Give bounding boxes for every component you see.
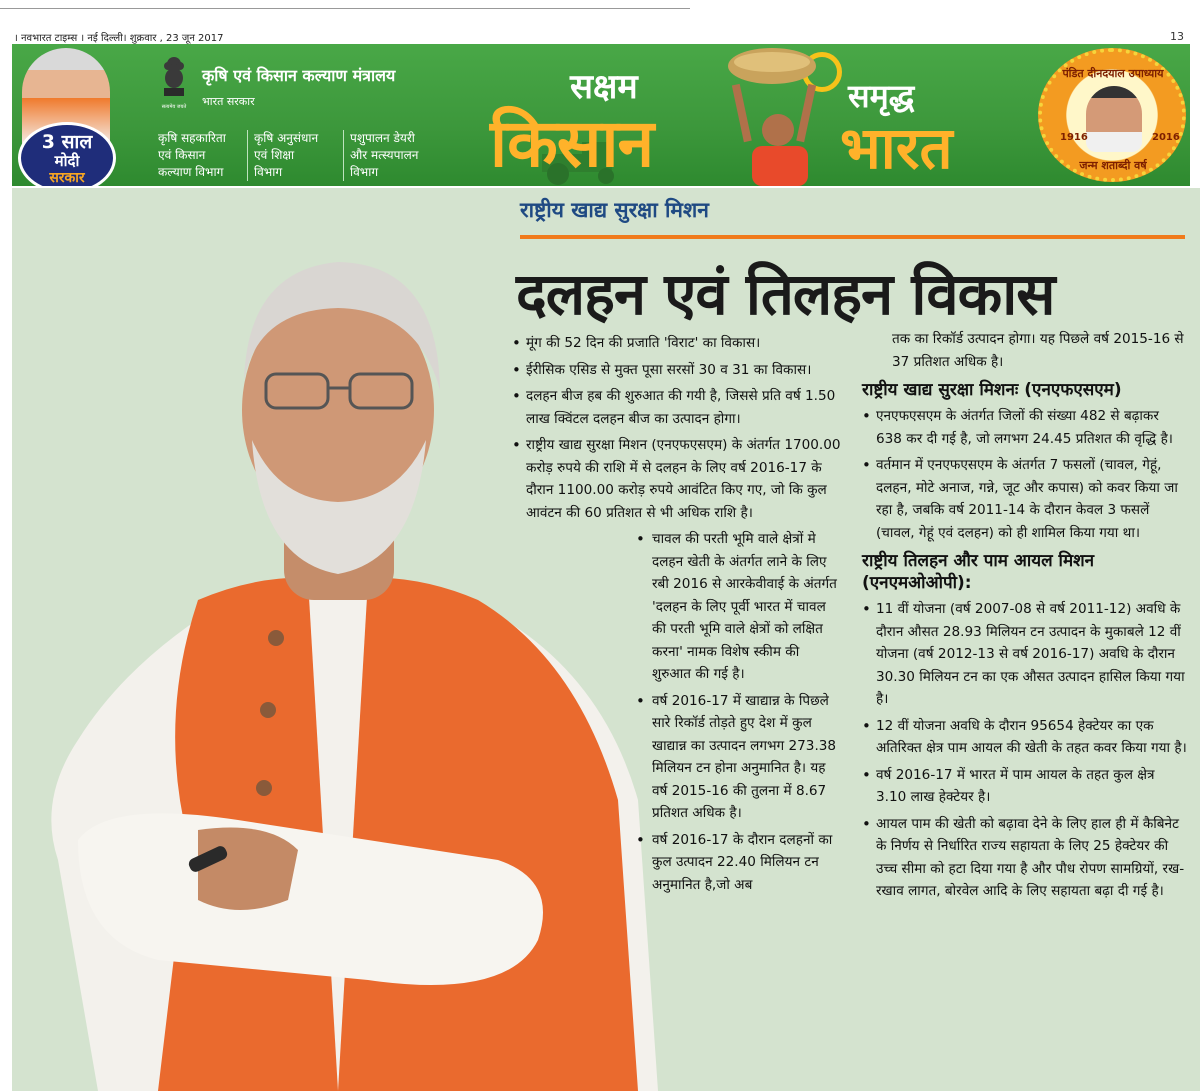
bullet-list [512,332,842,524]
section-label: राष्ट्रीय खाद्य सुरक्षा मिशन [520,198,709,222]
article-column-1 [512,332,842,900]
seal-top-text: पंडित दीनदयाल उपाध्याय [1062,67,1164,80]
advertisement-banner [12,44,1190,186]
article-column-2 [862,328,1188,907]
department-line: और मत्स्यपालन [350,148,419,162]
portrait-icon [1086,86,1142,152]
slogan-word-3: समृद्ध [848,77,915,115]
list-item: • राष्ट्रीय खाद्य सुरक्षा मिशन (एनएफएसएम) के अंतर्गत 1700.00 करोड़ रुपये की राशि में से दलहन के लिए वर्ष 2016-17 के दौरान 1100.00 करोड़ रुपये आवंटित किए गए, जो कि कुल आवंटन की 60 प्रतिशत से भी अधिक राशि है। [512,434,842,524]
slogan-word-1: सक्षम [570,67,638,107]
seal-year-end: 2016 [1152,132,1180,143]
list-item: • ईरीसिक एसिड से मुक्त पूसा सरसों 30 व 31 का विकास। [512,359,842,382]
emblem-caption: सत्यमेव जयते [161,104,187,110]
left-margin [0,188,12,1091]
bullet-list [862,598,1188,903]
department-line: पशुपालन डेयरी [350,131,415,145]
top-rule [0,8,690,9]
department-line: कृषि सहकारिता [158,131,226,145]
ministry-subtitle: भारत सरकार [202,95,255,108]
department-line: एवं शिक्षा [254,148,295,162]
department-list [152,130,468,181]
ministry-title: कृषि एवं किसान कल्याण मंत्रालय [202,66,396,85]
department-line: विभाग [350,165,379,179]
list-item: • दलहन बीज हब की शुरुआत की गयी है, जिससे प्रति वर्ष 1.50 लाख क्विंटल दलहन बीज का उत्पादन होगा। [512,385,842,430]
dateline: । नवभारत टाइम्स । नई दिल्ली। शुक्रवार , 23 जून 2017 [14,33,224,44]
department-item [152,130,248,181]
bullet-list [862,405,1188,544]
department-line: कल्याण विभाग [158,165,224,179]
section-divider [520,235,1185,239]
list-item: • वर्तमान में एनएफएसएम के अंतर्गत 7 फसलों (चावल, गेहूं, दलहन, मोटे अनाज, गन्ने, जूट और कपास) को कवर किया जा रहा है, जबकि वर्ष 2011-14 के दौरान केवल 3 फसलें (चावल, गेहूं एवं दलहन) को ही शामिल किया गया था। [862,454,1188,544]
slogan-word-2: किसान [490,105,654,182]
nfsm-heading: राष्ट्रीय खाद्य सुरक्षा मिशनः (एनएफएसएम) [862,380,1122,400]
department-line: विभाग [254,165,283,179]
badge-line-2: मोदी [54,152,80,170]
centenary-seal [1030,48,1190,182]
department-line: एवं किसान [158,148,206,162]
department-line: कृषि अनुसंधान [254,131,319,145]
article-headline: दलहन एवं तिलहन विकास [516,260,1055,328]
list-item: • वर्ष 2016-17 में भारत में पाम आयल के तहत कुल क्षेत्र 3.10 लाख हेक्टेयर है। [862,764,1188,809]
bullet-list [630,528,842,896]
badge-line-1: 3 साल [41,131,93,153]
department-item [344,130,468,181]
list-item: • मूंग की 52 दिन की प्रजाति 'विराट' का विकास। [512,332,842,355]
seal-year-start: 1916 [1060,132,1088,143]
list-item: • वर्ष 2016-17 में खाद्यान्न के पिछले सारे रिकॉर्ड तोड़ते हुए देश में कुल खाद्यान्न का उत्पादन लगभग 273.38 मिलियन टन होना अनुमानित है। यह वर्ष 2015-16 की तुलना में 8.67 प्रतिशत अधिक है। [630,690,842,825]
list-item: • चावल की परती भूमि वाले क्षेत्रों मे दलहन खेती के अंतर्गत लाने के लिए रबी 2016 से आरकेवीवाई के अंतर्गत 'दलहन के लिए पूर्वी भारत में चावल की परती भूमि वाले क्षेत्रों को लक्षित करना' नामक विशेष स्कीम की शुरुआत की गई है। [630,528,842,686]
slogan-word-4: भारत [840,114,953,182]
national-emblem-icon [160,52,188,110]
list-item: • 12 वीं योजना अवधि के दौरान 95654 हेक्टेयर का एक अतिरिक्त क्षेत्र पाम आयल की खेती के तहत कवर किया गया है। [862,715,1188,760]
list-item: • 11 वीं योजना (वर्ष 2007-08 से वर्ष 2011-12) अवधि के दौरान औसत 28.93 मिलियन टन उत्पादन के मुकाबले 12 वीं योजना (वर्ष 2012-13 से वर्ष 2016-17) अवधि के दौरान 30.30 मिलियन टन का एक औसत उत्पादन हासिल किया गया है। [862,598,1188,711]
three-years-badge [18,122,116,186]
ministry-panel [12,44,430,186]
farmer-woman-image [712,44,834,186]
department-item [248,130,344,181]
badge-line-3: सरकार [49,170,85,186]
page-number: 13 [1170,30,1184,43]
list-item: • वर्ष 2016-17 के दौरान दलहनों का कुल उत्पादन 22.40 मिलियन टन अनुमानित है,जो अब [630,829,842,897]
continued-paragraph: तक का रिकॉर्ड उत्पादन होगा। यह पिछले वर्ष 2015-16 से 37 प्रतिशत अधिक है। [892,331,1184,370]
list-item: • एनएफएसएम के अंतर्गत जिलों की संख्या 482 से बढ़ाकर 638 कर दी गई है, जो लगभग 24.45 प्रतिशत की वृद्धि है। [862,405,1188,450]
nmoop-heading: राष्ट्रीय तिलहन और पाम आयल मिशन (एनएमओओपी): [862,551,1095,593]
list-item: • आयल पाम की खेती को बढ़ावा देने के लिए हाल ही में कैबिनेट के निर्णय से निर्धारित राज्य सहायता के लिए 25 हेक्टेयर की उच्च सीमा को हटा दिया गया है और पौध रोपण सामग्रियों, रख-रखाव लागत, बोरवेल आदि के लिए सहायता बढ़ा दी गई है। [862,813,1188,903]
seal-bottom-text: जन्म शताब्दी वर्ष [1079,159,1147,172]
